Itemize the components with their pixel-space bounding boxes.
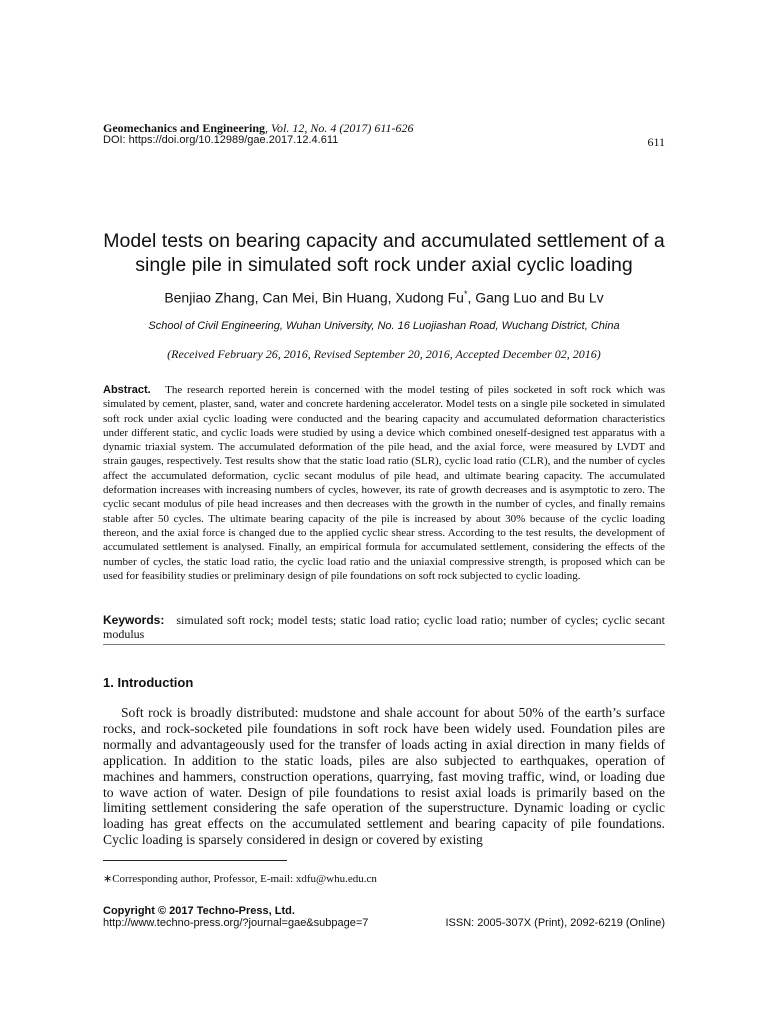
section-divider xyxy=(103,644,665,645)
corresponding-author-mark: * xyxy=(463,289,468,299)
keywords-label: Keywords: xyxy=(103,613,165,627)
journal-name: Geomechanics and Engineering xyxy=(103,121,266,135)
received-dates: (Received February 26, 2016, Revised September 20, 2016, Accepted December 02, 2016) xyxy=(167,347,601,361)
keywords xyxy=(103,613,665,641)
doi: DOI: https://doi.org/10.12989/gae.2017.12.4.611 xyxy=(103,134,339,146)
keywords-text: simulated soft rock; model tests; static load ratio; cyclic load ratio; number of cycles; cyclic secant modulus xyxy=(103,613,666,641)
abstract-text: The research reported herein is concerned with the model testing of piles socketed in soft rock which was simulated by cement, plaster, sand, water and concrete hardening accelerator. Model tests on a single pile socketed in simulated soft rock under axial cyclic loading were conducted and the bearing capacity and accumulated deformation characteristics under different static, and cyclic loads were studied by using a device which combined oneself-designed test apparatus with a dynamic triaxial system. The accumulated deformation of the pile head, and the axial force, were measured by LVDT and strain gauges, respectively. Test results show that the static load ratio (SLR), cyclic load ratio (CLR), and the number of cycles affect the accumulated deformation, cyclic secant modulus of pile head, and ultimate bearing capacity. The accumulated deformation increases with increasing numbers of cycles, however, its rate of growth decreases and is asymptotic to zero. The cyclic secant modulus of pile head increases and then decreases with the growth in the number of cycles, and finally remains stable after 50 cycles. The ultimate bearing capacity of the pile is increased by about 30% because of the cyclic loading thereon, and the axial force is changed due to the applied cyclic shear stress. According to the test results, the development of accumulated settlement is analysed. Finally, an empirical formula for accumulated settlement, considering the effects of the number of cycles, the static load ratio, the cyclic load ratio and the uniaxial compressive strength, is proposed which can be used for feasibility studies or preliminary design of pile foundations on soft rock subjected to cyclic loading. xyxy=(103,384,666,582)
footnote-divider xyxy=(103,860,287,861)
affiliation: School of Civil Engineering, Wuhan University, No. 16 Luojiashan Road, Wuchang District, China xyxy=(148,320,620,332)
journal-separator: , xyxy=(265,121,269,135)
section-heading: 1. Introduction xyxy=(103,675,194,690)
paper-title: Model tests on bearing capacity and accumulated settlement of a single pile in simulated soft rock under axial cyclic loading xyxy=(103,230,665,276)
abstract xyxy=(103,383,665,583)
author-list: Benjiao Zhang, Can Mei, Bin Huang, Xudong Fu xyxy=(164,289,464,306)
journal-reference: Vol. 12, No. 4 (2017) 611-626 xyxy=(271,121,414,135)
authors xyxy=(103,289,665,306)
footnote: ∗Corresponding author, Professor, E-mail: xdfu@whu.edu.cn xyxy=(103,873,377,885)
copyright: Copyright © 2017 Techno-Press, Ltd. xyxy=(103,905,295,917)
abstract-label: Abstract. xyxy=(103,384,151,396)
journal-url[interactable]: http://www.techno-press.org/?journal=gae&subpage=7 xyxy=(103,917,369,929)
page-number: 611 xyxy=(647,135,665,149)
issn: ISSN: 2005-307X (Print), 2092-6219 (Online) xyxy=(445,917,665,929)
introduction-paragraph: Soft rock is broadly distributed: mudstone and shale account for about 50% of the earth’s surface rocks, and rock-socketed pile foundations in soft rock have been widely used. Foundation piles are normally and advantageously used for the transfer of loads acting in axial direction in many fields of application. In addition to the static loads, piles are also subjected to earthquakes, operation of machines and hammers, construction operations, quarrying, fast moving traffic, wind, or loading due to wave action of water. Design of pile foundations to resist axial loads is primarily based on the limiting settlement considering the safe operation of the superstructure. Dynamic loading or cyclic loading has great effects on the accumulated settlement and bearing capacity of pile foundations. Cyclic loading is sparsely considered in design or covered by existing xyxy=(103,705,665,848)
author-list-rest: , Gang Luo and Bu Lv xyxy=(467,289,604,306)
